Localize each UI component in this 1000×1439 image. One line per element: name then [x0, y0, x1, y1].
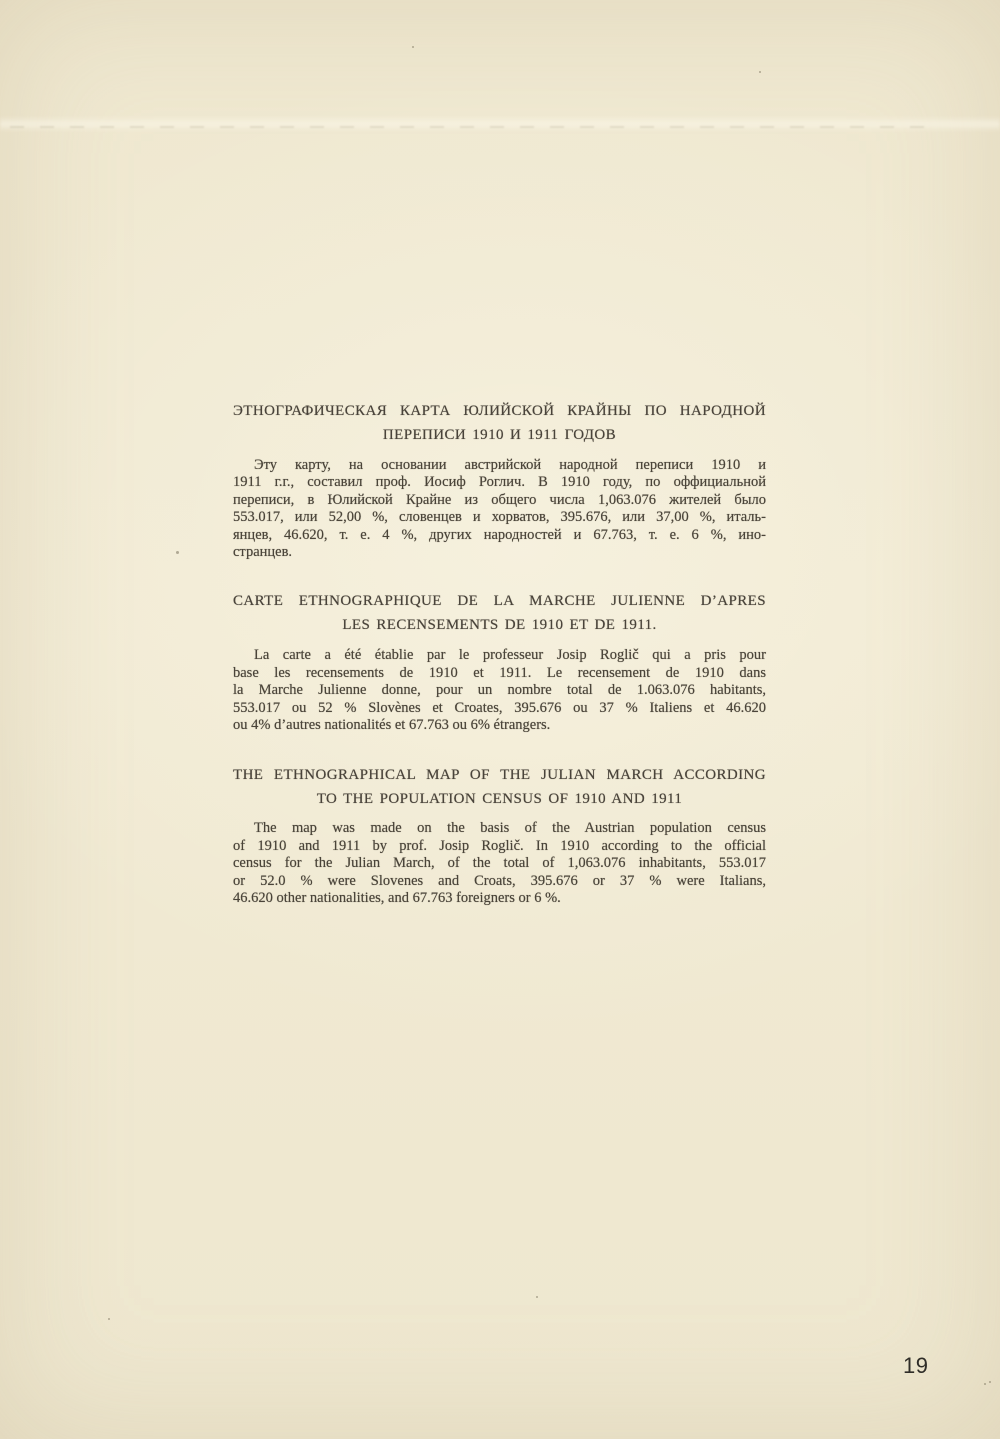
- paragraph-line: Эту карту, на основании австрийской народной переписи 1910 и: [254, 457, 766, 473]
- russian-paragraph: [233, 457, 766, 561]
- section-english: [233, 763, 766, 907]
- paragraph-line: or 52.0 % were Slovenes and Croats, 395.676 or 37 % were Italians,: [233, 872, 766, 889]
- paragraph-line: янцев, 46.620, т. е. 4 %, других народностей и 67.763, т. е. 6 %, ино-: [233, 526, 766, 543]
- scan-streak-shadow: [10, 126, 940, 128]
- paragraph-line: The map was made on the basis of the Austrian population census: [254, 820, 766, 837]
- text-column: [233, 396, 766, 908]
- paragraph-line: 553.017, или 52,00 %, словенцев и хорватов, 395.676, или 37,00 %, италь-: [233, 509, 766, 526]
- section-russian: [233, 399, 766, 561]
- paper-speck: [984, 1383, 986, 1385]
- title-line: LES RECENSEMENTS DE 1910 ET DE 1911.: [342, 617, 657, 634]
- paragraph-line: ou 4% d’autres nationalités et 67.763 ou 6% étrangers.: [233, 717, 551, 734]
- paragraph-line: census for the Julian March, of the total of 1,063.076 inhabitants, 553.017: [233, 855, 766, 872]
- paper-speck: [759, 71, 761, 73]
- paper-speck: [989, 1381, 991, 1383]
- french-title: [233, 589, 766, 637]
- section-french: [233, 589, 766, 734]
- paragraph-line: la Marche Julienne donne, pour un nombre total de 1.063.076 habitants,: [233, 682, 766, 699]
- english-title: [233, 763, 766, 811]
- title-line: CARTE ETHNOGRAPHIQUE DE LA MARCHE JULIENNE D’APRES: [233, 593, 766, 610]
- page-number: 19: [903, 1353, 929, 1378]
- paragraph-line: 1911 г.г., составил проф. Иосиф Роглич. В 1910 году, по оффициальной: [233, 474, 766, 491]
- paper-speck: [176, 551, 179, 554]
- russian-title: [233, 399, 766, 447]
- paragraph-line: странцев.: [233, 544, 293, 561]
- paragraph-line: 46.620 other nationalities, and 67.763 foreigners or 6 %.: [233, 890, 561, 907]
- title-line: TO THE POPULATION CENSUS OF 1910 AND 1911: [316, 791, 683, 808]
- paper-speck: [412, 46, 414, 48]
- paragraph-line: base les recensements de 1910 et 1911. Le recensement de 1910 dans: [233, 664, 766, 681]
- paragraph-line: переписи, в Юлийской Крайне из общего числа 1,063.076 жителей было: [233, 491, 766, 508]
- paragraph-line: 553.017 ou 52 % Slovènes et Croates, 395.676 ou 37 % Italiens et 46.620: [233, 699, 766, 716]
- title-line: ЭТНОГРАФИЧЕСКАЯ КАРТА ЮЛИЙСКОЙ КРАЙНЫ ПО НАРОДНОЙ: [233, 403, 766, 419]
- paper-speck: [536, 1296, 538, 1298]
- paper-speck: [108, 1318, 110, 1320]
- paragraph-line: La carte a été établie par le professeur Josip Roglič qui a pris pour: [254, 647, 766, 664]
- title-line: THE ETHNOGRAPHICAL MAP OF THE JULIAN MARCH ACCORDING: [233, 767, 766, 784]
- english-paragraph: [233, 820, 766, 907]
- french-paragraph: [233, 647, 766, 734]
- scan-streak: [0, 116, 1000, 132]
- paragraph-line: of 1910 and 1911 by prof. Josip Roglič. In 1910 according to the official: [233, 837, 766, 854]
- title-line: ПЕРЕПИСИ 1910 И 1911 ГОДОВ: [382, 427, 617, 443]
